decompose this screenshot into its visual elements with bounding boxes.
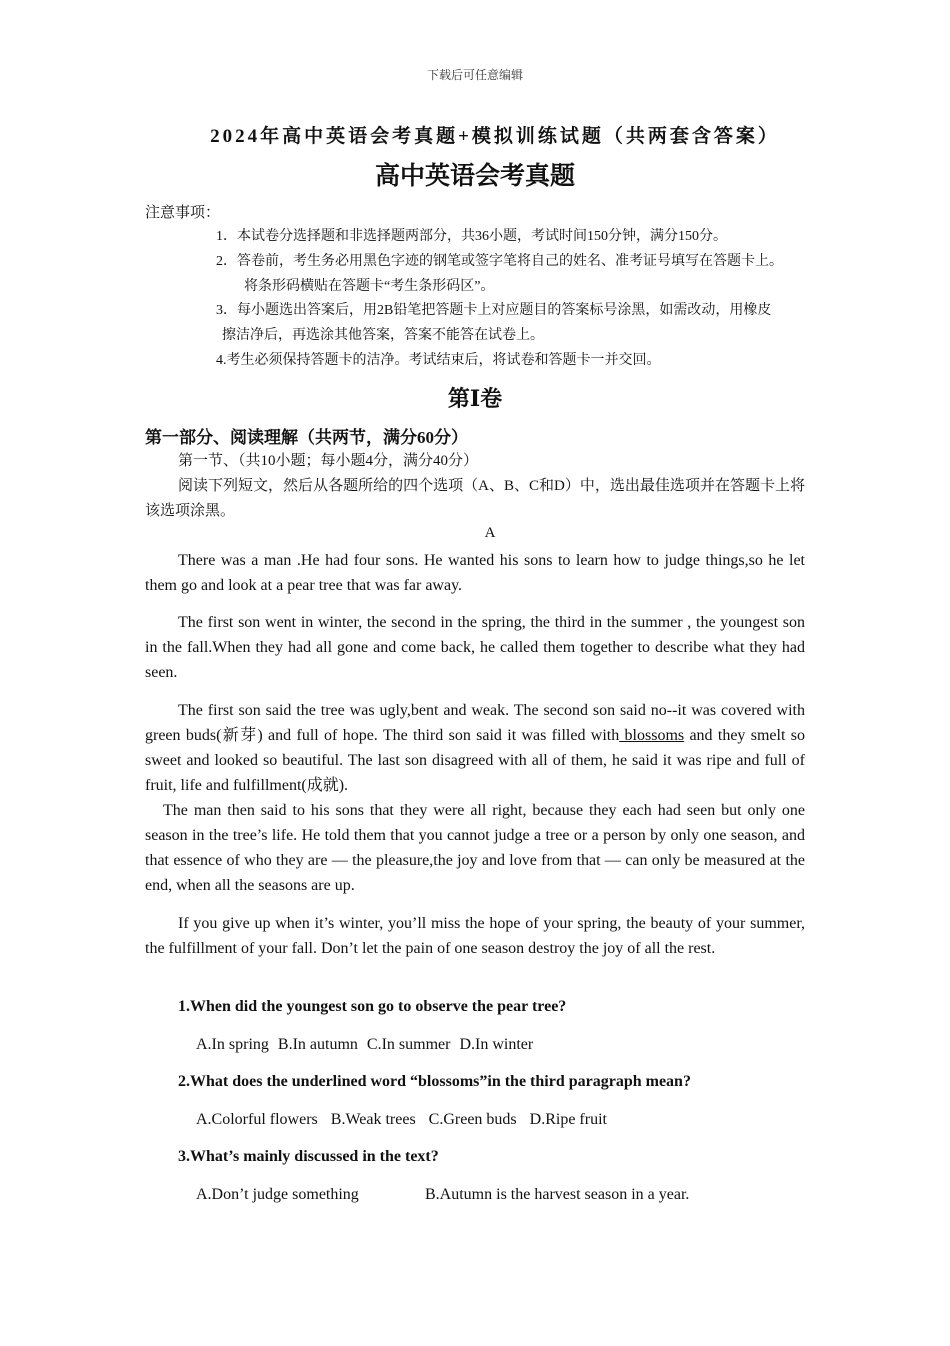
header-note: 下载后可任意编辑	[426, 68, 523, 82]
option: D.In winter	[459, 1036, 534, 1053]
volume-title: 第Ⅰ卷	[447, 386, 503, 411]
passage-paragraph-3	[145, 698, 805, 798]
question-1: 1.When did the youngest son go to observe the pear tree?	[178, 998, 567, 1015]
underlined-word-blossoms: blossoms	[619, 727, 685, 744]
notice-item-4: 4.考生必须保持答题卡的洁净。考试结束后，将试卷和答题卡一并交回。	[216, 353, 661, 368]
question-3: 3.What’s mainly discussed in the text?	[178, 1148, 439, 1165]
option: A.Colorful flowers	[196, 1111, 318, 1128]
passage-paragraph-2: The first son went in winter, the second in the spring, the third in the summer , the youngest son in the fall.When they had all gone and come back, he called them together to describe what they had seen.	[145, 614, 805, 681]
question-2: 2.What does the underlined word “blossoms”in the third paragraph mean?	[178, 1073, 691, 1090]
notice-item-3-line-2: 擦洁净后，再选涂其他答案，答案不能答在试卷上。	[222, 328, 544, 343]
option: A.Don’t judge something	[196, 1186, 359, 1203]
question-3-options	[196, 1186, 689, 1204]
passage-paragraph-4: The man then said to his sons that they were all right, because they each had seen but only one season in the tree’s life. He told them that you cannot judge a tree or a person by only one season, and that essence of who they are — the pleasure,the joy and love from that — can only be measured at the end, when all the seasons are up.	[145, 802, 805, 894]
passage-paragraph-5: If you give up when it’s winter, you’ll miss the hope of your spring, the beauty of your summer, the fulfillment of your fall. Don’t let the pain of one season destroy the joy of all the rest.	[145, 915, 805, 957]
notice-item-3-line-1: 3．每小题选出答案后，用2B铅笔把答题卡上对应题目的答案标号涂黑，如需改动，用橡皮	[216, 303, 772, 318]
main-title: 高中英语会考真题	[374, 163, 575, 190]
paragraph-3-text-before: The first son said the tree was ugly,bent and weak. The second son said no--it was covered with green buds(新芽) and full of hope. The third son said it was filled with	[145, 702, 805, 744]
option: B.In autumn	[277, 1036, 358, 1053]
option: A.In spring	[196, 1036, 269, 1053]
passage-letter: A	[484, 525, 496, 541]
notice-item-3	[216, 298, 806, 348]
notice-item-2	[216, 249, 806, 299]
paragraph-3-text-after: and they smelt so sweet and looked so beautiful. The last son disagreed with all of them, he said it was ripe and full of fruit, life and fulfillment(成就).	[145, 727, 805, 794]
option: C.Green buds	[428, 1111, 517, 1128]
notice-heading: 注意事项：	[145, 205, 221, 221]
notice-item-2-line-1: 2．答卷前，考生务必用黑色字迹的钢笔或签字笔将自己的姓名、准考证号填写在答题卡上。	[216, 254, 783, 269]
instruction: 阅读下列短文，然后从各题所给的四个选项（A、B、C和D）中，选出最佳选项并在答题卡上将该选项涂黑。	[145, 478, 805, 519]
option: D.Ripe fruit	[529, 1111, 607, 1128]
option: B.Weak trees	[330, 1111, 416, 1128]
question-1-options	[196, 1036, 542, 1054]
part-title: 第一部分、阅读理解（共两节，满分60分）	[145, 428, 468, 447]
option: C.In summer	[366, 1036, 451, 1053]
passage-paragraph-1: There was a man .He had four sons. He wanted his sons to learn how to judge things,so he let them go and look at a pear tree that was far away.	[145, 552, 805, 594]
question-2-options	[196, 1111, 620, 1129]
notice-item-2-line-2: 将条形码横贴在答题卡“考生条形码区”。	[244, 279, 495, 294]
document-title: 2024年高中英语会考真题+模拟训练试题（共两套含答案）	[210, 126, 780, 147]
option: B.Autumn is the harvest season in a year.	[425, 1186, 690, 1203]
notice-item-1: 1．本试卷分选择题和非选择题两部分，共36小题，考试时间150分钟，满分150分。	[216, 229, 727, 244]
section-line: 第一节、（共10小题；每小题4分，满分40分）	[178, 453, 479, 469]
